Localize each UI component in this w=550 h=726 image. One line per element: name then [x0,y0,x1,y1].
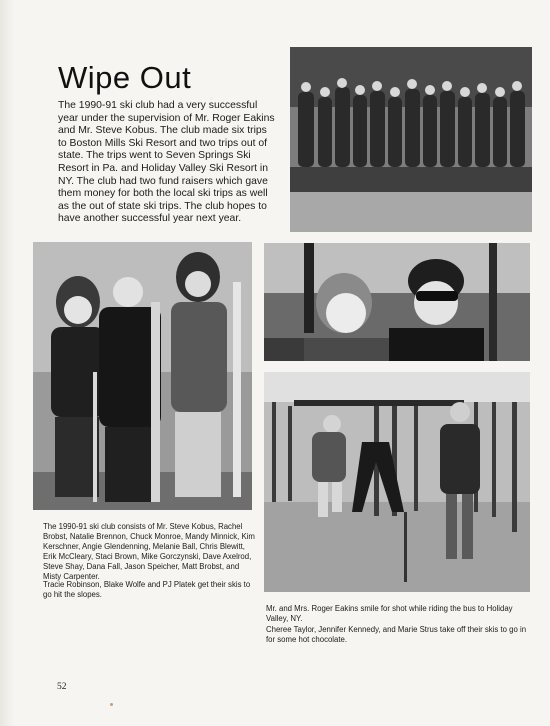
caption-bus-couple: Mr. and Mrs. Roger Eakins smile for shot while riding the bus to Holiday Valley, NY. [266,604,513,623]
caption-ski-club-members: The 1990-91 ski club consists of Mr. Steve Kobus, Rachel Brobst, Natalie Brennon, Chuck Monroe, Mandy Minnick, Kim Kerschner, Angie Glendenning, Melanie Ball, Chris Blewitt, Erik McCleary, Staci Brown, Mike Gorczynski, Dave Axelrod, Steve Shay, Dana Fall, Jason Speicher, Matt Brobst, and Misty Carpenter. [43,522,255,581]
bus-couple-photo [264,243,530,361]
skiers-photo [33,242,252,510]
page-edge-left [0,0,14,726]
print-mark [110,703,113,706]
intro-paragraph: The 1990-91 ski club had a very successful year under the supervision of Mr. Roger Eakins and Mr. Steve Kobus. The club made six trips to Boston Mills Ski Resort and two trips out of state. The trips went to Seven Springs Ski Resort in Pa. and Holiday Valley Ski Resort in NY. The club had two fund raisers which gave them money for both the local ski trips as well as the out of state ski trips. The club hopes to have another successful year next year. [58,100,275,225]
ski-rack-photo [264,372,530,592]
caption-ski-rack: Cheree Taylor, Jennifer Kennedy, and Marie Strus take off their skis to go in for some hot chocolate. [266,625,527,644]
caption-skiers: Tracie Robinson, Blake Wolfe and PJ Platek get their skis to go hit the slopes. [43,580,251,599]
page-title: Wipe Out [58,60,192,95]
page-number: 52 [57,682,67,692]
group-photo [290,47,532,232]
